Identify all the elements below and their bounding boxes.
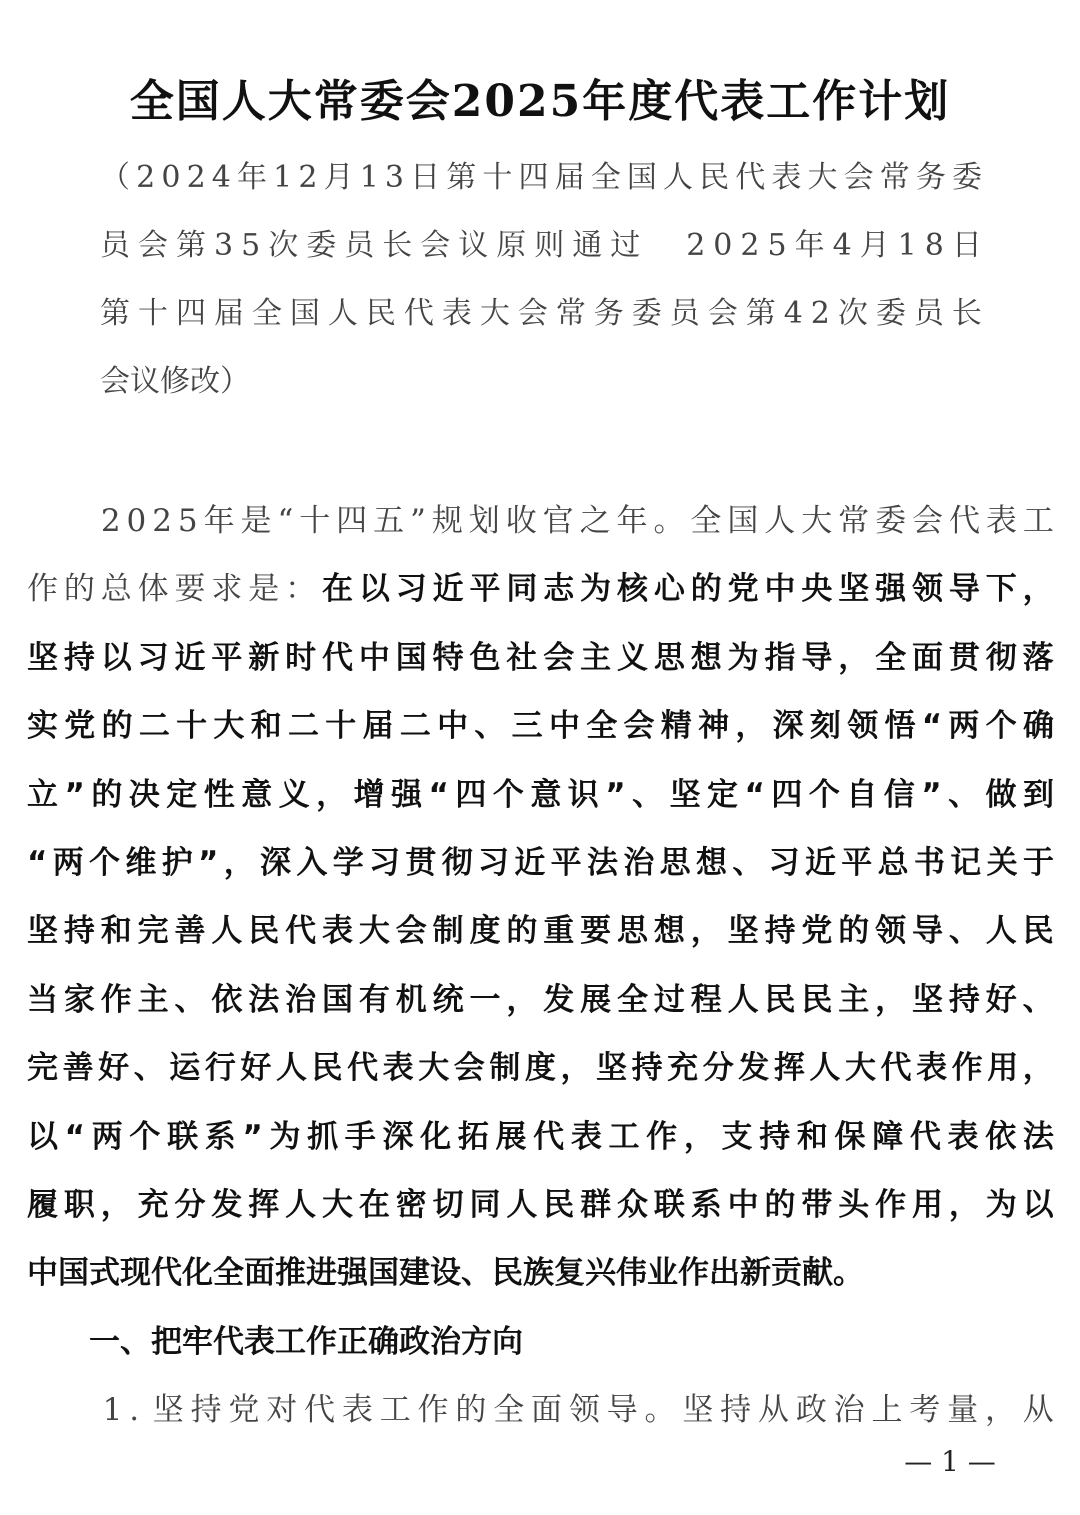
body-line: 坚 持 和 完 善 人 民 代 表 大 会 制 度 的 重 要 思 想 ， 坚 持 党 的 领 导 、 人 民 bbox=[27, 913, 1054, 950]
body-line: 立 ” 的 决 定 性 意 义 ， 增 强 “ 四 个 意 识 ” 、 坚 定 “ 四 个 自 信 ” 、 做 到 bbox=[27, 776, 1054, 813]
body-line: 完 善 好 、 运 行 好 人 民 代 表 大 会 制 度 ， 坚 持 充 分 发 挥 人 大 代 表 作 用 ， bbox=[27, 1050, 1054, 1087]
body-line: “ 两 个 维 护 ” ， 深 入 学 习 贯 彻 习 近 平 法 治 思 想 、 习 近 平 总 书 记 关 于 bbox=[27, 845, 1054, 881]
section-heading: 一 、 把 牢 代 表 工 作 正 确 政 治 方 向 bbox=[89, 1323, 523, 1360]
body-line: 作 的 总 体 要 求 是 ： 在 以 习 近 平 同 志 为 核 心 的 党 中 央 坚 强 领 导 下 ， bbox=[27, 571, 1054, 608]
subtitle-line: 员 会 第 3 5 次 委 员 长 会 议 原 则 通 过 2 0 2 5 年 4 月 1 8 日 bbox=[100, 228, 982, 263]
body-line: 中 国 式 现 代 化 全 面 推 进 强 国 建 设 、 民 族 复 兴 伟 业 作 出 新 贡 献 。 bbox=[27, 1255, 864, 1292]
page-number: — 1 — bbox=[904, 1445, 996, 1478]
subtitle-line: （ 2 0 2 4 年 1 2 月 1 3 日 第 十 四 届 全 国 人 民 代 表 大 会 常 务 委 bbox=[100, 160, 982, 195]
subtitle-line: 第 十 四 届 全 国 人 民 代 表 大 会 常 务 委 员 会 第 4 2 次 委 员 长 bbox=[100, 296, 982, 331]
document-title: 全国人大常委会2025年度代表工作计划 bbox=[129, 76, 951, 127]
body-line: 1 . 坚 持 党 对 代 表 工 作 的 全 面 领 导 。 坚 持 从 政 治 上 考 量 ， 从 bbox=[102, 1392, 1054, 1429]
body-line: 履 职 ， 充 分 发 挥 人 大 在 密 切 同 人 民 群 众 联 系 中 的 带 头 作 用 ， 为 以 bbox=[27, 1187, 1054, 1223]
body-line: 坚 持 以 习 近 平 新 时 代 中 国 特 色 社 会 主 义 思 想 为 指 导 ， 全 面 贯 彻 落 bbox=[27, 639, 1054, 676]
body-line: 实 党 的 二 十 大 和 二 十 届 二 中 、 三 中 全 会 精 神 ， 深 刻 领 悟 “ 两 个 确 bbox=[27, 708, 1054, 745]
body-line: 以 “ 两 个 联 系 ” 为 抓 手 深 化 拓 展 代 表 工 作 ， 支 持 和 保 障 代 表 依 法 bbox=[27, 1118, 1054, 1155]
subtitle-line: 会 议 修 改 ） bbox=[100, 364, 250, 399]
body-line: 2 0 2 5 年 是 “ 十 四 五 ” 规 划 收 官 之 年 。 全 国 人 大 常 委 会 代 表 工 bbox=[100, 503, 1054, 539]
body-line: 当 家 作 主 、 依 法 治 国 有 机 统 一 ， 发 展 全 过 程 人 民 民 主 ， 坚 持 好 、 bbox=[27, 981, 1054, 1018]
